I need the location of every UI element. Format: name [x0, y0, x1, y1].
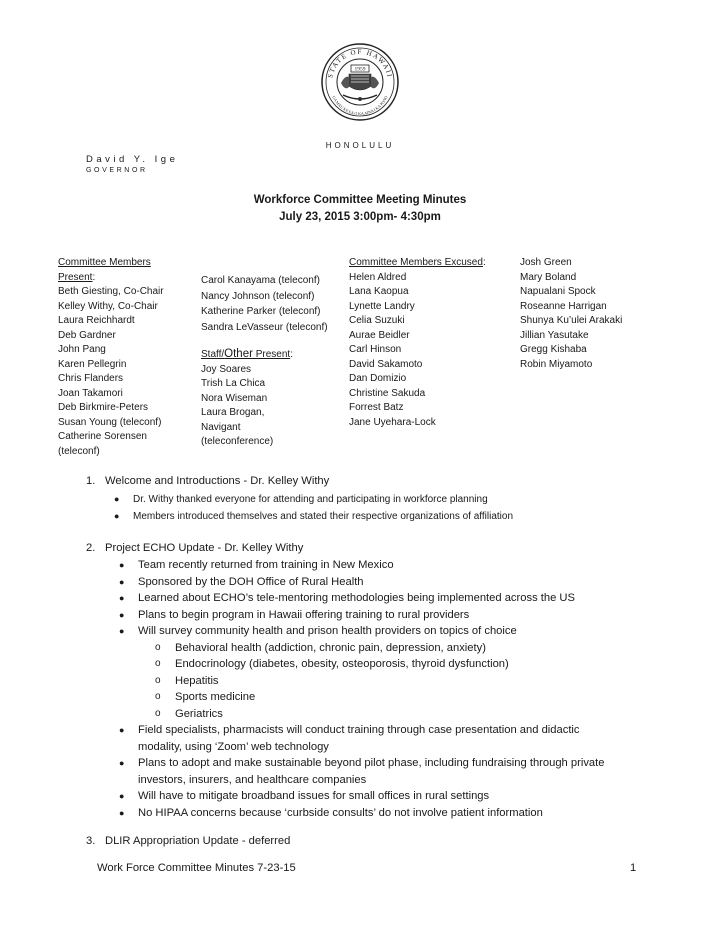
staff-name: Nora Wiseman	[201, 392, 268, 404]
seal-graphic	[321, 43, 399, 121]
staff-name: Navigant	[201, 421, 241, 433]
staff-name: (teleconference)	[201, 436, 274, 447]
member-name: Helen Aldred	[349, 271, 407, 283]
member-name: Catherine Sorensen	[58, 431, 147, 442]
member-name: Sandra LeVasseur (teleconf)	[201, 321, 328, 333]
member-name: Christine Sakuda	[349, 387, 426, 399]
bullet-item: ● Learned about ECHO’s tele-mentoring methodologies being implemented across the US	[119, 592, 575, 604]
member-name: Lynette Landry	[349, 300, 415, 312]
member-name: Laura Reichhardt	[58, 315, 135, 326]
section-number: 3.	[86, 835, 96, 847]
seal-top-text: STATE OF HAWAII	[326, 47, 394, 79]
member-name: Josh Green	[520, 257, 572, 268]
member-name: Robin Miyamoto	[520, 358, 593, 370]
excused-column-1	[349, 256, 486, 430]
member-name: Karen Pellegrin	[58, 358, 127, 370]
bullet-item: ● Will survey community health and prison health providers on topics of choice o Behavioral health (addiction, chronic pain, depression, anxiety) o Endocrinology (diabetes, obesity, osteoporosis, thyroid dysfunction) o Hepatitis o Sports medicine o Geriatrics	[138, 623, 604, 722]
member-name: Aurae Beidler	[349, 329, 410, 341]
staff-name: Laura Brogan,	[201, 407, 265, 418]
present-column-1	[58, 256, 164, 459]
sub-bullet-item: o Endocrinology (diabetes, obesity, osteoporosis, thyroid dysfunction)	[155, 658, 509, 670]
member-name: Chris Flanders	[58, 373, 124, 384]
state-seal	[321, 43, 399, 121]
bullet-item: ● Members introduced themselves and stated their respective organizations of affiliation	[114, 511, 514, 522]
member-name: Katherine Parker (teleconf)	[201, 306, 321, 317]
member-name: Deb Gardner	[58, 329, 116, 341]
section-number: 2.	[86, 542, 96, 554]
member-name: Carl Hinson	[349, 344, 402, 355]
bullet-item: ● Team recently returned from training in New Mexico	[119, 559, 394, 571]
seal-motto: UA MAU KE EA O KA AINA I KA PONO	[331, 94, 389, 117]
member-name: Susan Young (teleconf)	[58, 416, 162, 428]
member-name: Celia Suzuki	[349, 315, 405, 326]
document-title	[0, 192, 720, 226]
member-name: Dan Domizio	[349, 373, 407, 384]
excused-column-2	[520, 256, 622, 372]
member-name: Napualani Spock	[520, 286, 596, 297]
sub-bullet-item: o Hepatitis	[155, 674, 219, 687]
governor-name: David Y. Ige	[86, 154, 179, 165]
member-name: Deb Birkmire-Peters	[58, 402, 149, 413]
member-name: Nancy Johnson (teleconf)	[201, 290, 315, 302]
member-name: Beth Giesting, Co-Chair	[58, 286, 164, 297]
sub-bullet-list	[155, 640, 604, 723]
present-heading-line2: Present:	[58, 271, 96, 283]
member-name: John Pang	[58, 344, 106, 355]
member-name: Shunya Ku’ulei Arakaki	[520, 315, 623, 326]
member-name: Forrest Batz	[349, 402, 404, 413]
staff-heading: Staff/Other Present:	[201, 348, 293, 360]
page-number: 1	[630, 862, 637, 874]
sub-bullet-item: o Behavioral health (addiction, chronic pain, depression, anxiety)	[155, 641, 486, 654]
member-name: Roseanne Harrigan	[520, 300, 607, 312]
excused-heading: Committee Members Excused:	[349, 257, 486, 268]
member-name: Gregg Kishaba	[520, 344, 587, 355]
section-title: DLIR Appropriation Update - deferred	[105, 835, 291, 847]
bullet-item: ● No HIPAA concerns because ‘curbside consults’ do not involve patient information	[119, 806, 543, 819]
member-name: Joan Takamori	[58, 387, 123, 399]
sub-bullet-item: o Sports medicine	[155, 691, 256, 703]
bullet-item: ● Sponsored by the DOH Office of Rural Health	[119, 575, 364, 588]
footer-text: Work Force Committee Minutes 7-23-15	[97, 862, 296, 874]
bullet-item: ● Plans to begin program in Hawaii offering training to rural providers	[119, 608, 470, 621]
section-title: Project ECHO Update - Dr. Kelley Withy	[105, 542, 304, 554]
bullet-item: ● Dr. Withy thanked everyone for attending and participating in workforce planning	[114, 494, 488, 505]
title-line-1: Workforce Committee Meeting Minutes	[253, 194, 467, 206]
staff-name: Joy Soares	[201, 363, 252, 375]
city-label: HONOLULU	[325, 141, 395, 150]
member-name: Lana Kaopua	[349, 286, 409, 297]
member-name: Carol Kanayama (teleconf)	[201, 275, 320, 286]
member-name: Jillian Yasutake	[520, 329, 589, 341]
member-name: Mary Boland	[520, 271, 577, 283]
bullet-item: ● Plans to adopt and make sustainable beyond pilot phase, including fundraising through private investors, insurers, and healthcare companies	[119, 757, 605, 786]
section-1-bullets	[114, 491, 514, 525]
section-title: Welcome and Introductions - Dr. Kelley Withy	[105, 475, 330, 487]
section-2-bullets	[119, 557, 605, 821]
seal-year: 1959	[354, 66, 366, 73]
member-name: David Sakamoto	[349, 358, 423, 370]
section-number: 1.	[86, 475, 96, 487]
member-name: Kelley Withy, Co-Chair	[58, 300, 158, 312]
staff-column	[201, 347, 293, 450]
staff-name: Trish La Chica	[201, 378, 266, 389]
bullet-item: ● Will have to mitigate broadband issues for small offices in rural settings	[119, 790, 490, 802]
member-name: Jane Uyehara-Lock	[349, 416, 436, 428]
present-column-2	[201, 273, 328, 335]
bullet-item: ● Field specialists, pharmacists will conduct training through case presentation and didactic modality, using ‘Zoom’ web technology	[119, 724, 580, 753]
sub-bullet-item: o Geriatrics	[155, 707, 223, 720]
member-name: (teleconf)	[58, 445, 100, 457]
present-heading: Committee Members	[58, 257, 151, 268]
governor-title: GOVERNOR	[86, 167, 148, 174]
title-line-2: July 23, 2015 3:00pm- 4:30pm	[279, 211, 441, 223]
